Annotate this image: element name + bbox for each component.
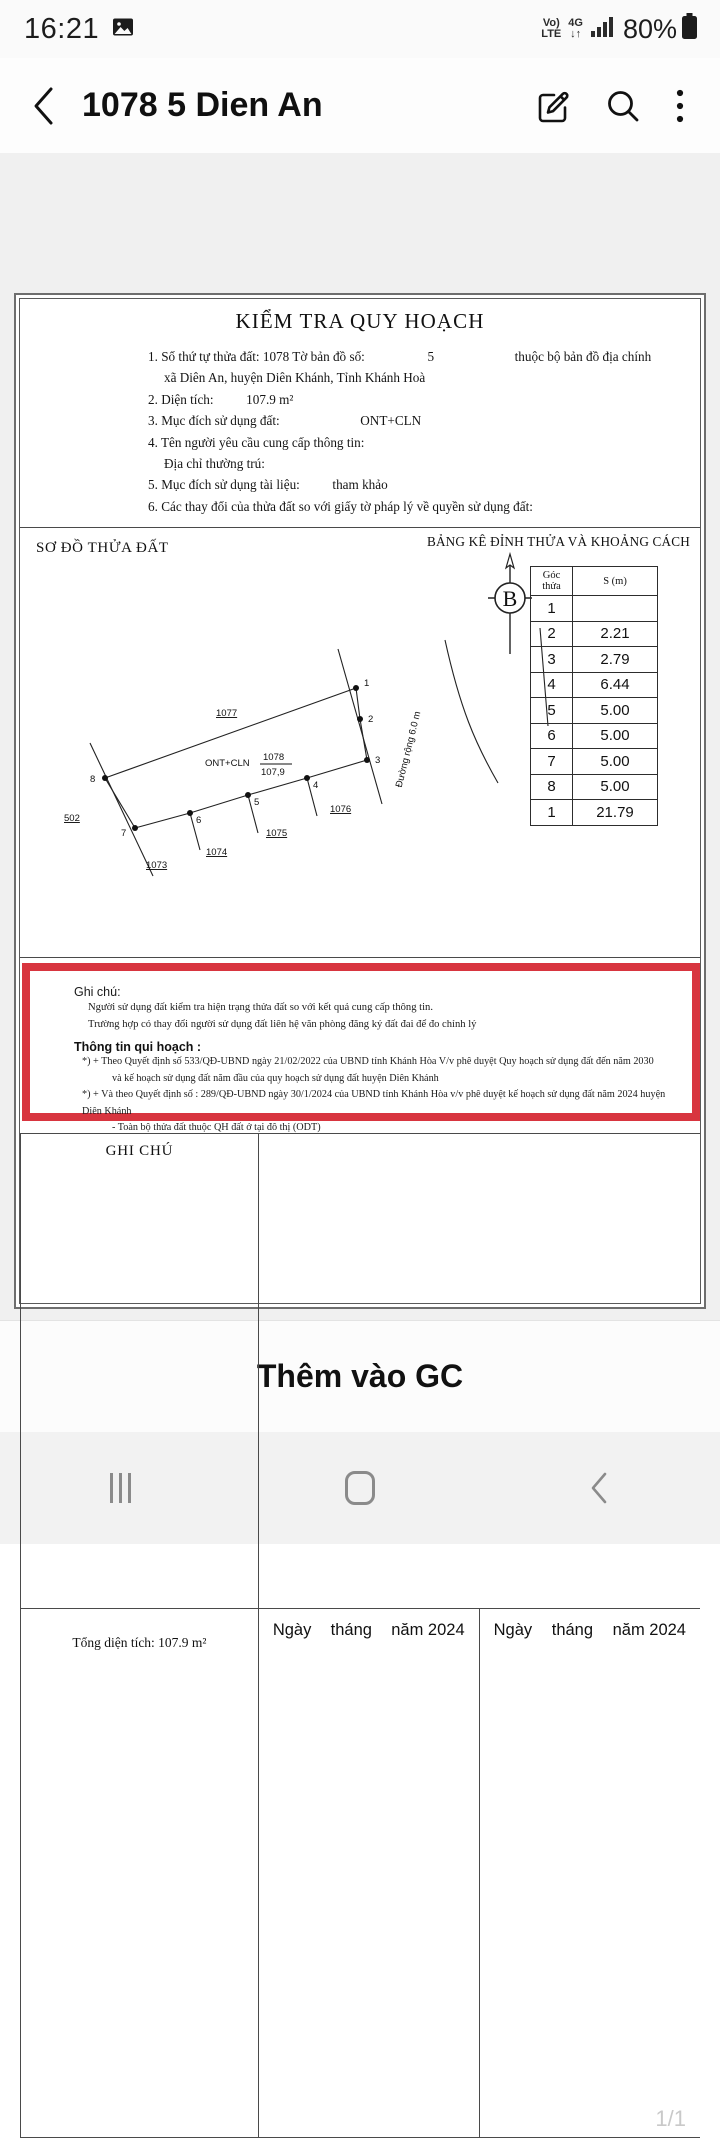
table-row — [531, 723, 658, 749]
cell-corner: 7 — [531, 749, 573, 775]
cell-length: 5.00 — [573, 749, 658, 775]
corner-label-7: 7 — [121, 828, 127, 839]
volte-icon: Vo) LTE — [541, 17, 562, 40]
more-vertical-icon[interactable] — [674, 87, 686, 125]
header-item-6: 6. Các thay đổi của thửa đất so với giấy tờ pháp lý về quyền sử dụng đất: — [148, 498, 533, 514]
road-width-label: Đường rộng 6.0 m — [393, 710, 424, 789]
cell-corner: 5 — [531, 698, 573, 724]
notes-heading: Ghi chú: — [74, 985, 121, 999]
footer-table-row-body — [21, 1608, 701, 2137]
ghichu-header-label: GHI CHÚ — [105, 1143, 174, 1159]
corner-label-5: 5 — [254, 797, 260, 808]
corner-label-1: 1 — [364, 678, 370, 689]
notes-line-2: Trường hợp có thay đổi người sử dụng đất liên hệ văn phòng đăng ký đất đai để đo chỉnh lý — [88, 1019, 477, 1031]
cell-length: 5.00 — [573, 723, 658, 749]
header-item-2: 2. Diện tích: 107.9 m² — [148, 391, 294, 407]
cell-length: 2.21 — [573, 621, 658, 647]
footer-header-blank-cell — [258, 1134, 700, 1608]
date-cell-2 — [479, 1608, 700, 2137]
notes-line-1: Người sử dụng đất kiểm tra hiện trạng thửa đất so với kết quả cung cấp thông tin. — [88, 1002, 433, 1013]
parcel-diagram-section — [20, 528, 700, 958]
distance-table-header-row — [531, 567, 658, 596]
table-row — [531, 774, 658, 800]
neighbor-label-502: 502 — [64, 813, 80, 824]
page-indicator: 1/1 — [655, 2106, 686, 2131]
date-cell-1 — [258, 1608, 479, 2137]
neighbor-label-1073: 1073 — [146, 860, 168, 871]
table-row — [531, 596, 658, 622]
header-item-4: 4. Tên người yêu cầu cung cấp thông tin: — [148, 434, 365, 450]
date-month-label: tháng — [551, 1620, 594, 1639]
cell-length: 5.00 — [573, 698, 658, 724]
ghichu-header-cell — [21, 1134, 259, 1608]
col-header-length: S (m) — [573, 567, 658, 596]
edit-pencil-icon[interactable] — [534, 87, 572, 125]
total-area-label: Tổng diện tích: 107.9 m² — [72, 1634, 207, 1650]
search-icon[interactable] — [604, 87, 642, 125]
back-button[interactable] — [30, 84, 60, 128]
document-title: KIỂM TRA QUY HOẠCH — [235, 309, 485, 333]
network-type-icon: 4G ↓↑ — [568, 17, 583, 40]
planning-line-3: *) + Và theo Quyết định số : 289/QĐ-UBND ngày 30/1/2024 của UBND tỉnh Khánh Hòa v/v phê duyệt kế hoạch sử dụng đất năm 2024 huyện Diên Khánh — [82, 1089, 666, 1117]
status-bar — [0, 0, 720, 58]
footer-table-section — [20, 1134, 700, 2138]
notes-red-highlight-box — [22, 963, 700, 1134]
battery-icon — [681, 13, 698, 46]
app-bar-actions — [534, 87, 696, 125]
add-to-gc-label: Thêm vào GC — [256, 1358, 464, 1394]
table-row — [531, 698, 658, 724]
parcel-code-label: ONT+CLN — [205, 758, 250, 769]
signal-bars-icon — [590, 16, 616, 43]
footer-table — [20, 1134, 700, 2138]
planning-info-heading: Thông tin qui hoạch : — [74, 1040, 202, 1055]
cell-corner: 4 — [531, 672, 573, 698]
col-header-corner: Góc thửa — [531, 567, 573, 596]
neighbor-label-1075: 1075 — [266, 828, 288, 839]
total-area-cell — [21, 1608, 259, 2137]
diagram-section-label: SƠ ĐỒ THỬA ĐẤT — [36, 540, 169, 556]
footer-table-row-header — [21, 1134, 701, 1608]
table-row — [531, 647, 658, 673]
header-item-1: 1. Số thứ tự thửa đất: 1078 Tờ bản đồ số: 5 thuộc bộ bản đồ địa chính — [148, 349, 652, 364]
header-item-residence: Địa chỉ thường trú: — [164, 455, 265, 471]
planning-line-4: - Toàn bộ thửa đất thuộc QH đất ở tại đô thị (ODT) — [112, 1122, 321, 1134]
cell-length: 2.79 — [573, 647, 658, 673]
document-header-list — [20, 346, 700, 517]
cell-corner: 1 — [531, 800, 573, 826]
battery-status — [623, 13, 698, 46]
date-year-label: năm 2024 — [391, 1620, 465, 1639]
table-row — [531, 672, 658, 698]
table-row — [531, 800, 658, 826]
cell-corner: 3 — [531, 647, 573, 673]
cell-corner: 2 — [531, 621, 573, 647]
corner-label-8: 8 — [90, 774, 96, 785]
cell-length — [573, 596, 658, 622]
corner-label-6: 6 — [196, 815, 202, 826]
header-item-5: 5. Mục đích sử dụng tài liệu: tham khảo — [148, 477, 388, 493]
cell-length: 21.79 — [573, 800, 658, 826]
distance-table — [530, 566, 658, 826]
document-header-section — [20, 299, 700, 528]
cell-length: 5.00 — [573, 774, 658, 800]
cell-corner: 1 — [531, 596, 573, 622]
date-month-label: tháng — [330, 1620, 372, 1639]
date-day-label: Ngày — [272, 1620, 312, 1639]
neighbor-label-1076: 1076 — [330, 804, 352, 815]
battery-percent-label: 80% — [622, 13, 677, 44]
corner-label-3: 3 — [375, 755, 381, 766]
table-row — [531, 621, 658, 647]
status-bar-left — [24, 13, 135, 46]
status-clock: 16:21 — [24, 12, 100, 45]
date-year-label: năm 2024 — [612, 1620, 686, 1639]
app-bar — [0, 58, 720, 153]
distance-table-label: BẢNG KÊ ĐỈNH THỬA VÀ KHOẢNG CÁCH — [426, 534, 690, 549]
corner-label-2: 2 — [368, 714, 374, 725]
date-day-label: Ngày — [493, 1620, 533, 1639]
image-icon — [111, 15, 135, 44]
planning-line-2: và kế hoạch sử dụng đất năm đầu của quy hoạch sử dụng đất huyện Diên Khánh — [112, 1072, 439, 1084]
corner-label-4: 4 — [313, 780, 319, 791]
neighbor-label-1074: 1074 — [206, 847, 228, 858]
neighbor-label-1077: 1077 — [216, 708, 238, 719]
status-bar-right — [541, 13, 698, 46]
svg-text:B: B — [502, 586, 518, 611]
date-row-1 — [259, 1609, 479, 1640]
date-row-2 — [480, 1609, 700, 1640]
parcel-area-label: 107,9 — [261, 767, 285, 778]
table-row — [531, 749, 658, 775]
page-title: 1078 5 Dien An — [82, 86, 323, 124]
notes-body — [30, 971, 692, 1137]
cell-length: 6.44 — [573, 672, 658, 698]
cell-corner: 8 — [531, 774, 573, 800]
header-item-3: 3. Mục đích sử dụng đất: ONT+CLN — [148, 413, 422, 429]
notes-section — [20, 958, 700, 1134]
parcel-id-label: 1078 — [263, 752, 285, 763]
header-item-address: xã Diên An, huyện Diên Khánh, Tỉnh Khánh Hoà — [164, 370, 426, 386]
cell-corner: 6 — [531, 723, 573, 749]
planning-line-1: *) + Theo Quyết định số 533/QĐ-UBND ngày 21/02/2022 của UBND tỉnh Khánh Hòa V/v phê duyệt Quy hoạch sử dụng đất đến năm 2030 — [82, 1056, 654, 1068]
